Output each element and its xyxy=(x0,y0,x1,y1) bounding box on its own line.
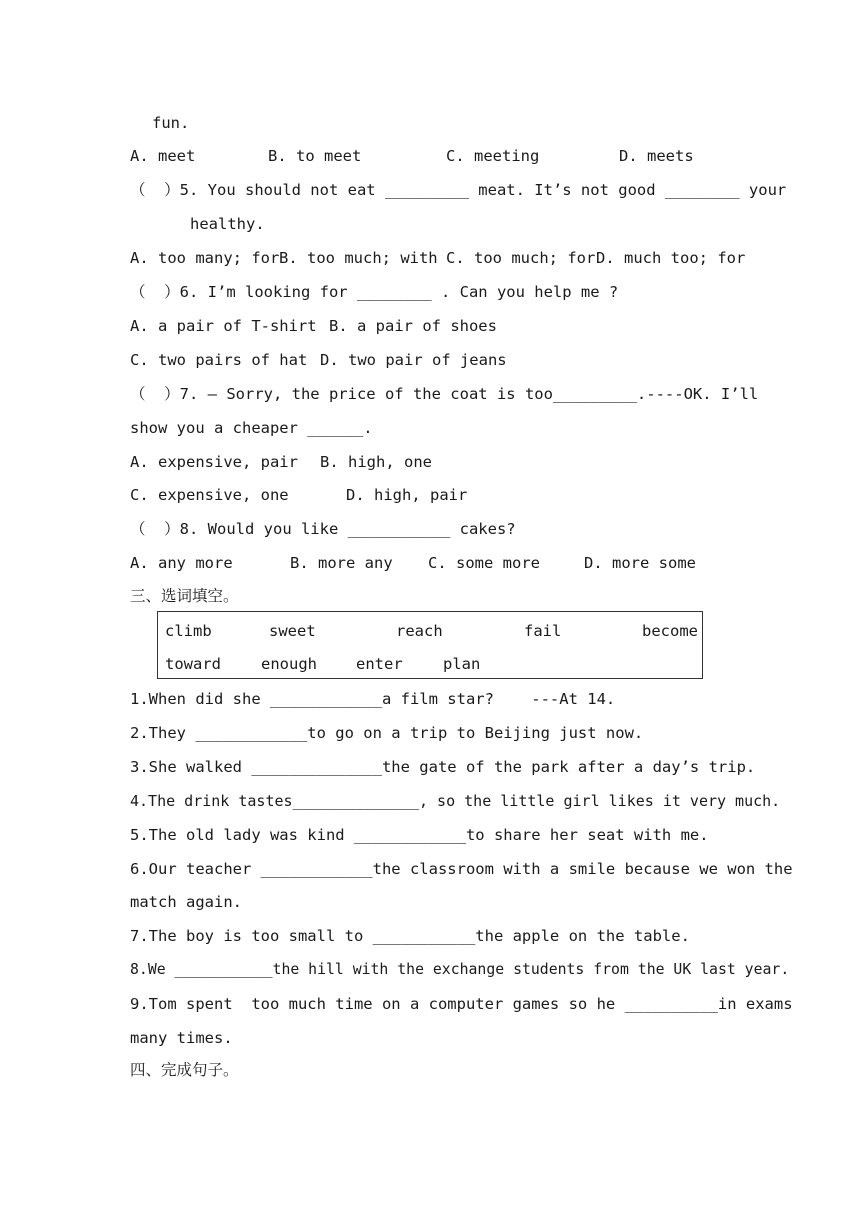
q8-option-c: C. some more xyxy=(428,554,540,572)
q5-option-c: C. too much; for xyxy=(446,249,596,267)
q4-option-c: C. meeting xyxy=(446,147,540,165)
q8-option-b: B. more any xyxy=(290,554,393,572)
q8-stem: （ ）8. Would you like ___________ cakes? xyxy=(130,520,516,538)
q6-option-c: C. two pairs of hat xyxy=(130,351,308,369)
q4-option-d: D. meets xyxy=(619,147,694,165)
word-bank-item: plan xyxy=(443,655,481,673)
fill-item-7: 7.The boy is too small to ___________the apple on the table. xyxy=(130,927,690,945)
section-3-title: 三、选词填空。 xyxy=(130,587,239,605)
q7-option-a: A. expensive, pair xyxy=(130,453,298,471)
word-bank-item: become xyxy=(642,622,698,640)
q4-option-b: B. to meet xyxy=(268,147,362,165)
q6-option-d: D. two pair of jeans xyxy=(320,351,507,369)
fill-item-6: 6.Our teacher ____________the classroom with a smile because we won the xyxy=(130,860,793,878)
word-bank-item: sweet xyxy=(269,622,316,640)
q7-continuation: show you a cheaper ______. xyxy=(130,419,373,437)
fill-item-8: 8.We ___________the hill with the exchange students from the UK last year. xyxy=(130,961,790,978)
q7-option-b: B. high, one xyxy=(320,453,432,471)
word-bank-item: reach xyxy=(396,622,443,640)
q5-option-b: B. too much; with xyxy=(279,249,438,267)
fill-item-5: 5.The old lady was kind ____________to share her seat with me. xyxy=(130,826,709,844)
q4-continuation: fun. xyxy=(152,114,190,132)
fill-item-2: 2.They ____________to go on a trip to Beijing just now. xyxy=(130,724,644,742)
word-bank-item: toward xyxy=(165,655,221,673)
fill-item-6-continuation: match again. xyxy=(130,893,242,911)
word-bank-item: fail xyxy=(524,622,562,640)
q6-option-a: A. a pair of T-shirt xyxy=(130,317,317,335)
q7-option-c: C. expensive, one xyxy=(130,486,289,504)
q6-option-b: B. a pair of shoes xyxy=(329,317,497,335)
fill-item-3: 3.She walked ______________the gate of the park after a day’s trip. xyxy=(130,758,756,776)
fill-item-9-continuation: many times. xyxy=(130,1029,233,1047)
fill-item-9: 9.Tom spent too much time on a computer games so he __________in exams xyxy=(130,995,793,1013)
word-bank-item: climb xyxy=(165,622,212,640)
q7-option-d: D. high, pair xyxy=(346,486,468,504)
q6-stem: （ ）6. I’m looking for ________ . Can you help me ? xyxy=(130,283,619,301)
fill-item-4: 4.The drink tastes______________, so the little girl likes it very much. xyxy=(130,792,781,810)
q8-option-d: D. more some xyxy=(584,554,696,572)
fill-item-1: 1.When did she ____________a film star? ---At 14. xyxy=(130,690,616,708)
word-bank-item: enter xyxy=(356,655,403,673)
q8-option-a: A. any more xyxy=(130,554,233,572)
word-bank-item: enough xyxy=(261,655,317,673)
q4-option-a: A. meet xyxy=(130,147,196,165)
q5-stem: （ ）5. You should not eat _________ meat. It’s not good ________ your xyxy=(130,181,787,199)
section-4-title: 四、完成句子。 xyxy=(130,1061,239,1079)
q5-option-d: D. much too; for xyxy=(596,249,746,267)
q7-stem: （ ）7. — Sorry, the price of the coat is too_________.----OK. I’ll xyxy=(130,385,759,403)
q5-continuation: healthy. xyxy=(190,215,265,233)
word-bank-box xyxy=(157,611,703,679)
q5-option-a: A. too many; for xyxy=(130,249,280,267)
